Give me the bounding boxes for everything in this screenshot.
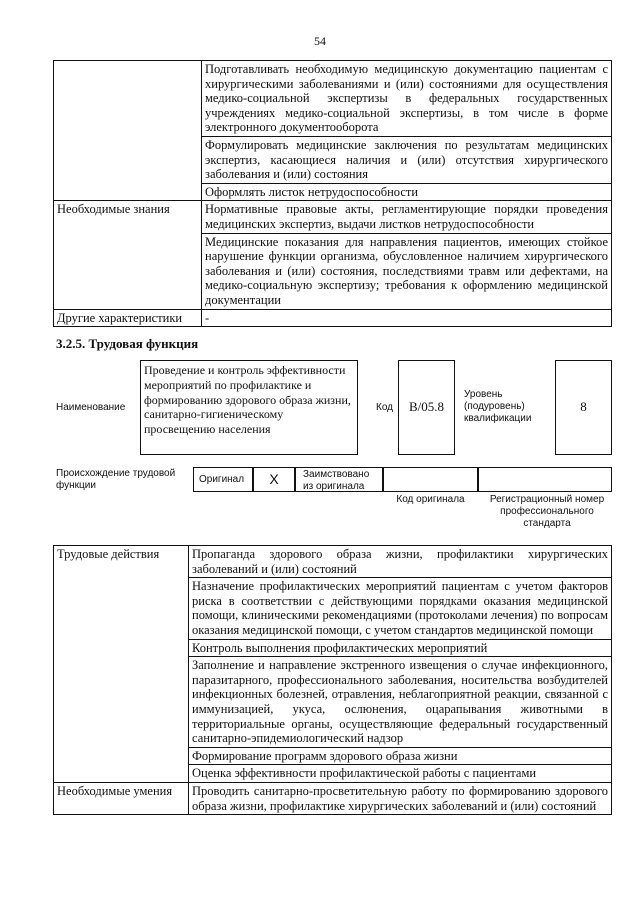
- row-item: Подготавливать необходимую медицинскую документацию пациентам с хирургическими заболеваниями и (или) состояниями для осуществления медико-социальной экспертизы в федеральных государственных учреждениях медико-социальной экспертизы, в том числе в форме электронного документооборота: [202, 61, 612, 137]
- table-row: [54, 61, 612, 137]
- original-code-caption: Код оригинала: [396, 494, 465, 505]
- row-label: Необходимые знания: [54, 201, 202, 309]
- table-row: [54, 201, 612, 233]
- qualification-level-box: 8: [555, 360, 612, 455]
- original-code-cell: [383, 467, 478, 492]
- original-cell: Оригинал: [193, 467, 253, 492]
- registration-number-caption: Регистрационный номер профессионального стандарта: [489, 494, 605, 529]
- function-name-box: Проведение и контроль эффективности мероприятий по профилактике и формированию здорового образа жизни, санитарно-гигиеническому просвещению населения: [140, 360, 358, 455]
- row-item: Формирование программ здорового образа жизни: [189, 747, 612, 765]
- row-item: Пропаганда здорового образа жизни, профилактики хирургических заболеваний и (или) состояний: [189, 546, 612, 578]
- code-label: Код: [376, 402, 394, 413]
- borrowed-cell: Заимствовано из оригинала: [295, 467, 383, 492]
- row-item: Проводить санитарно-просветительную работу по формированию здорового образа жизни, профилактике хирургических заболеваний и (или) состояний: [189, 782, 612, 814]
- page-number: 54: [314, 34, 326, 48]
- competency-table-bottom: [53, 545, 612, 815]
- competency-table-top: [53, 60, 612, 327]
- original-mark: X: [253, 467, 295, 492]
- row-item: Нормативные правовые акты, регламентирующие порядки проведения медицинских экспертиз, выдачи листков нетрудоспособности: [202, 201, 612, 233]
- row-item: Оформлять листок нетрудоспособности: [202, 183, 612, 201]
- row-item: Оценка эффективности профилактической работы с пациентами: [189, 765, 612, 783]
- row-item: Заполнение и направление экстренного извещения о случае инфекционного, паразитарного, профессионального заболевания, носительства возбудителей инфекционных болезней, отравления, неблагоприятной реакции, связанной с иммунизацией, укуса, ослюнения, оцарапывания животными в территориальные органы, осуществляющие федеральный государственный санитарно-эпидемиологический надзор: [189, 657, 612, 748]
- row-label: Необходимые умения: [54, 782, 189, 814]
- origin-label: Происхождение трудовой функции: [56, 468, 176, 491]
- row-item: Назначение профилактических мероприятий пациентам с учетом факторов риска в соответствии с действующими порядками оказания медицинской помощи, клиническими рекомендациями (протоколами лечения) по вопросам оказания медицинской помощи, с учетом стандартов медицинской помощи: [189, 578, 612, 639]
- level-label: Уровень (подуровень) квалификации: [464, 389, 532, 424]
- row-item: Медицинские показания для направления пациентов, имеющих стойкое нарушение функции организма, обусловленное наличием хирургического заболевания и (или) состояния, последствиями травм или дефектами, на медико-социальную экспертизу; требования к оформлению медицинской документации: [202, 233, 612, 309]
- table-row: [54, 309, 612, 327]
- row-item: -: [202, 309, 612, 327]
- row-item: Контроль выполнения профилактических мероприятий: [189, 639, 612, 657]
- row-label: Трудовые действия: [54, 546, 189, 783]
- section-title: 3.2.5. Трудовая функция: [56, 336, 199, 351]
- name-label: Наименование: [56, 402, 126, 413]
- registration-number-cell: [478, 467, 612, 492]
- row-label: Другие характеристики: [54, 309, 202, 327]
- function-code-box: B/05.8: [398, 360, 455, 455]
- row-label: [54, 61, 202, 201]
- table-row: [54, 546, 612, 578]
- row-item: Формулировать медицинские заключения по результатам медицинских экспертиз, касающиеся наличия и (или) отсутствия хирургического заболевания и (или) состояния: [202, 136, 612, 183]
- table-row: [54, 782, 612, 814]
